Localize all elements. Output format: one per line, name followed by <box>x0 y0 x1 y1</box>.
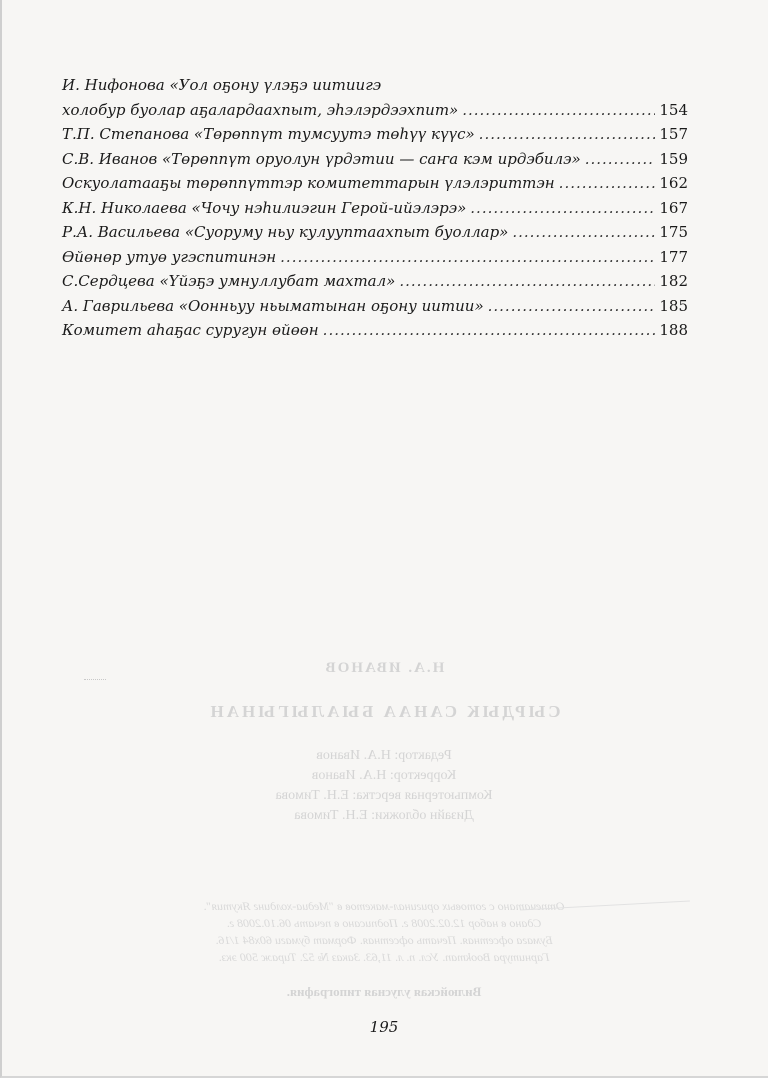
toc-entry-title: С.Сердцева «Үйэҕэ умнуллубат махтал» <box>62 272 396 290</box>
toc-entry-title: К.Н. Николаева «Чочу нэһилиэгин Герой-ийэлэрэ» <box>62 198 467 217</box>
toc-leader <box>399 272 655 290</box>
imprint-line: Отпечатано с готовых оригинал-макетов в "Медиа-холдинг Якутия". <box>203 899 565 913</box>
toc-leader <box>470 199 655 217</box>
toc-entry <box>62 125 688 150</box>
toc-entry-title: А. Гаврильева «Оонньуу ньыматынан оҕону иитии» <box>62 296 484 315</box>
toc-entry <box>62 76 688 101</box>
toc-leader <box>488 297 656 315</box>
toc-entry-title: холобур буолар аҕалардаахпыт, эһэлэрдээхпит» <box>62 100 459 119</box>
toc-entry-title: Оскуолатааҕы төрөппүттэр комитеттарын үлэлэриттэн <box>62 174 555 192</box>
colophon-imprint <box>0 898 768 966</box>
toc-entry <box>62 101 688 126</box>
toc-leader <box>512 223 655 241</box>
colophon-book-title: СЫРДЫК САНАА БЫАЛЫГЫНАН <box>207 702 561 721</box>
toc-entry-page: 167 <box>659 198 688 217</box>
toc-entry-page: 154 <box>659 100 688 119</box>
toc-entry <box>62 272 688 297</box>
table-of-contents <box>62 76 688 346</box>
imprint-line: Сдано в набор 12.02.2008 г. Подписано в печать 06.10.2008 г. <box>226 916 542 930</box>
toc-entry <box>62 150 688 175</box>
toc-entry <box>62 174 688 199</box>
page-number: 195 <box>369 1018 399 1036</box>
toc-entry-page: 177 <box>659 247 688 266</box>
toc-entry-title: Т.П. Степанова «Төрөппүт тумсуутэ төһүү күүс» <box>62 125 475 143</box>
toc-entry-page: 188 <box>659 321 688 339</box>
toc-entry-page: 159 <box>659 149 688 168</box>
imprint-line: Бумага офсетная. Печать офсетная. Формат бумаги 60х84 1/16. <box>215 933 553 947</box>
toc-entry <box>62 297 688 322</box>
credit-line: Редактор: Н.А. Иванов <box>316 748 452 763</box>
toc-entry-page: 182 <box>659 272 688 290</box>
toc-entry-page: 175 <box>659 223 688 241</box>
colophon-credits <box>0 746 768 826</box>
toc-entry <box>62 248 688 273</box>
toc-entry-title: Өйөнөр утуө угэспитинэн <box>62 247 277 266</box>
credit-line: Корректор: Н.А. Иванов <box>311 768 457 783</box>
paper-speck <box>84 679 106 683</box>
toc-leader <box>479 125 656 143</box>
toc-leader <box>280 248 655 266</box>
toc-leader <box>559 174 656 192</box>
toc-entry-title: И. Нифонова «Уол оҕону үлэҕэ иитиигэ <box>62 76 382 94</box>
toc-entry-page: 185 <box>659 296 688 315</box>
colophon-printer: Вилюйская улусная типография. <box>286 984 482 999</box>
credit-line: Дизайн обложки: Е.Н. Тимова <box>294 808 474 823</box>
toc-entry-title: Комитет аһаҕас суругун өйөөн <box>62 321 319 339</box>
imprint-line: Гарнитура Bookman. Усл. п. л. 11,63. Заказ № 52. Тираж 500 экз. <box>218 950 550 964</box>
credit-line: Компьютерная верстка: Е.Н. Тимова <box>275 788 493 803</box>
toc-entry-title: Р.А. Васильева «Суоруму ньу кулууптаахпыт буоллар» <box>62 223 509 241</box>
toc-entry <box>62 223 688 248</box>
toc-entry <box>62 199 688 224</box>
toc-entry-title: С.В. Иванов «Төрөппүт оруолун үрдэтии — саҥа кэм ирдэбилэ» <box>62 149 581 168</box>
toc-entry <box>62 321 688 346</box>
toc-entry-page: 157 <box>659 125 688 143</box>
toc-entry-page: 162 <box>659 174 688 192</box>
toc-leader <box>585 150 656 168</box>
colophon-author: Н.А. ИВАНОВ <box>323 660 445 676</box>
toc-leader <box>323 321 656 339</box>
toc-leader <box>462 101 655 119</box>
